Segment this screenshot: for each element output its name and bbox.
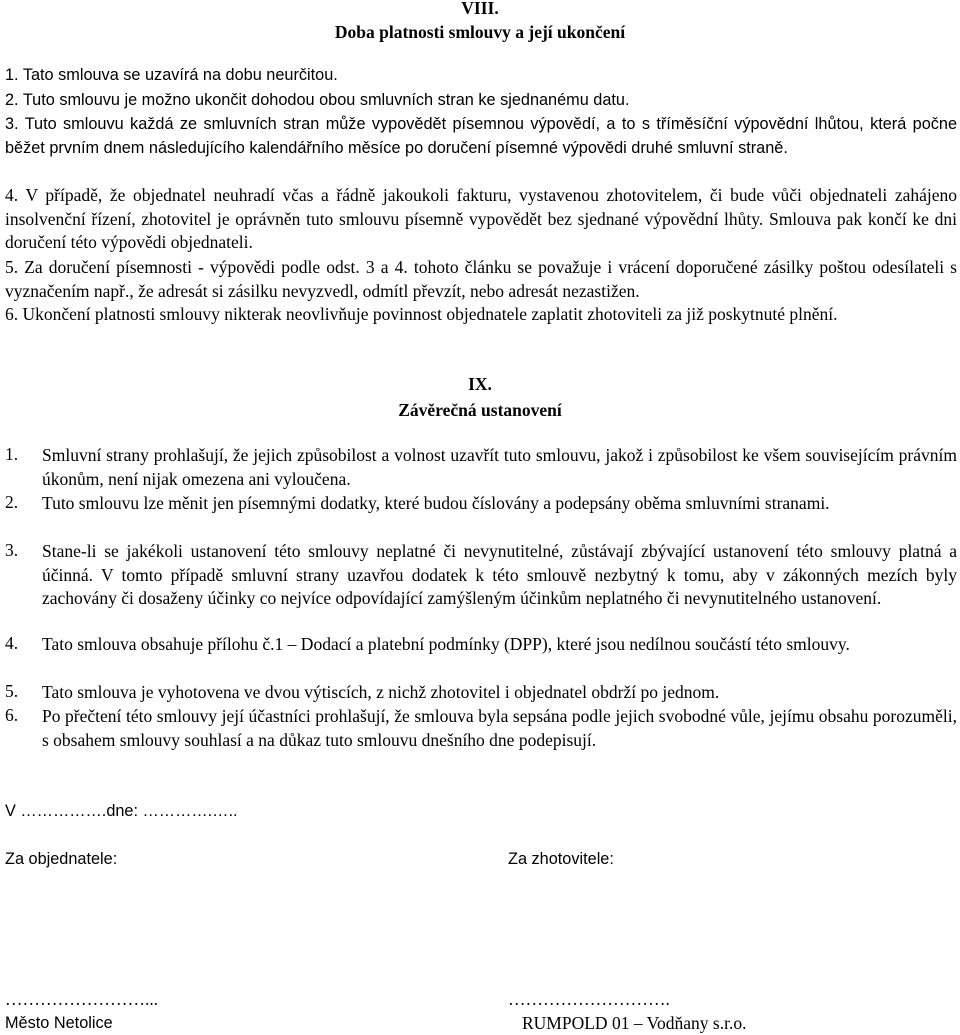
item-number: 2. [5,492,19,512]
section9-number: IX. [468,374,492,394]
customer-signature-line: ……………………... [5,989,159,1009]
item-text: Za doručení písemnosti - výpovědi podle odst. 3 a 4. tohoto článku se považuje i vrácení doporučené zásilky poštou odesílateli s vyznačením např., že adresát si zásilku nevyzvedl, odmítl převzít, nebo adresát nezastižen. [5,257,957,301]
item-text: Tuto smlouvu lze měnit jen písemnými dodatky, které budou číslovány a podepsány oběma smluvními stranami. [42,493,830,513]
item-number: 6. [5,304,19,324]
item-number: 6. [5,705,19,725]
item-number: 4. [5,185,19,205]
contractor-label: Za zhotovitele: [508,850,614,868]
section9-title: Závěrečná ustanovení [398,400,562,420]
item-text: Ukončení platnosti smlouvy nikterak neovlivňuje povinnost objednatele zaplatit zhotoviteli za již poskytnuté plnění. [22,304,838,324]
item-number: 3. [5,540,19,560]
item-number: 4. [5,633,19,653]
item-number: 5. [5,681,19,701]
place-date-line: V …………….dne: ………….….. [5,802,238,820]
item-text: Stane-li se jakékoli ustanovení této smlouvy neplatné či nevynutitelné, zůstávají zbývající ustanovení této smlouvy platná a účinná. V tomto případě smluvní strany uzavřou dodatek k této smlouvě nezbytný k tomu, aby v zákonných mezích byly zachovány či dosaženy účinky co nejvíce odpovídající zamýšleným účinkům neplatného či nevynutitelného ustanovení. [42,541,957,609]
item-text: V případě, že objednatel neuhradí včas a řádně jakoukoli fakturu, vystavenou zhotovitelem, či bude vůči objednateli zahájeno insolvenční řízení, zhotovitel je oprávněn tuto smlouvu písemně vypovědět bez sjednané výpovědní lhůty. Smlouva pak končí ke dni doručení této výpovědi objednateli. [5,185,957,253]
section8-item-2 [5,89,957,113]
item-number: 3. [5,115,19,133]
section8-item-3 [5,113,957,160]
item-number: 5. [5,257,19,277]
section8-item-5 [5,256,957,303]
section8-item-6 [5,303,957,327]
item-text: Tato smlouva je vyhotovena ve dvou výtiscích, z nichž zhotovitel i objednatel obdrží po jednom. [42,682,720,702]
section8-item-4 [5,184,957,255]
item-text: Tuto smlouvu je možno ukončit dohodou obou smluvních stran ke sjednanému datu. [22,91,630,109]
contractor-name: RUMPOLD 01 – Vodňany s.r.o. [522,1013,747,1033]
contractor-signature-line: ………………………. [508,989,670,1009]
item-text: Tato smlouva obsahuje přílohu č.1 – Dodací a platební podmínky (DPP), které jsou nedílnou součástí této smlouvy. [42,634,850,654]
customer-name: Město Netolice [5,1014,113,1032]
item-text: Tato smlouva se uzavírá na dobu neurčitou. [22,66,338,84]
item-text: Po přečtení této smlouvy její účastníci prohlašují, že smlouva byla sepsána podle jejich svobodné vůle, jejímu obsahu porozuměli, s obsahem smlouvy souhlasí a na důkaz tuto smlouvu dnešního dne podepisují. [42,706,957,750]
item-number: 2. [5,91,19,109]
customer-label: Za objednatele: [5,850,118,868]
section8-item-1 [5,64,957,88]
section8-title: Doba platnosti smlouvy a její ukončení [334,22,626,42]
item-text: Smluvní strany prohlašují, že jejich způsobilost a volnost uzavřít tuto smlouvu, jakož i způsobilost ke všem souvisejícím právním úkonům, není nijak omezena ani vyloučena. [42,445,957,489]
item-text: Tuto smlouvu každá ze smluvních stran může vypovědět písemnou výpovědí, a to s tříměsíční výpovědní lhůtou, která počne běžet prvním dnem následujícího kalendářního měsíce po doručení písemné výpovědi druhé smluvní straně. [5,115,957,157]
item-number: 1. [5,66,19,84]
section8-number: VIII. [461,0,499,18]
item-number: 1. [5,444,19,464]
